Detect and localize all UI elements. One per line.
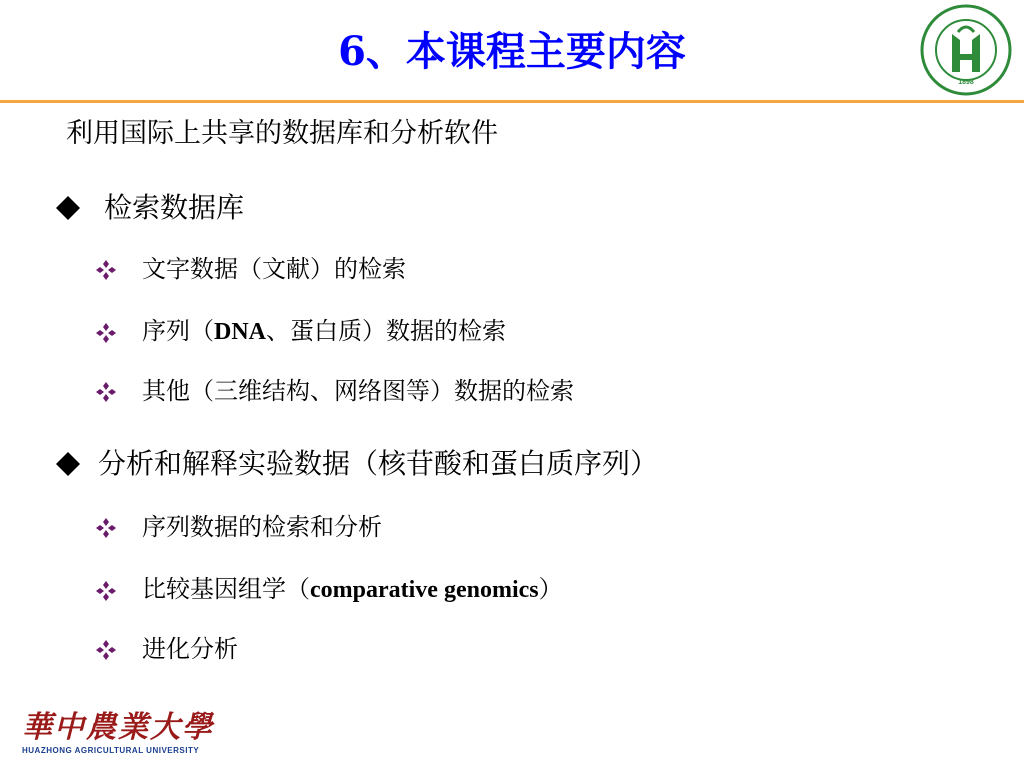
diamond-bullet-icon (56, 188, 90, 228)
list-item-text: 进化分析 (142, 635, 238, 663)
wordmark-english: HUAZHONG AGRICULTURAL UNIVERSITY (22, 746, 200, 755)
four-diamond-bullet-icon (96, 374, 120, 408)
seal-year: 1898 (958, 79, 974, 86)
four-diamond-bullet-icon (96, 252, 120, 286)
list-item (96, 374, 574, 408)
four-diamond-bullet-icon (96, 315, 120, 349)
list-item (96, 632, 238, 666)
slide-title: 6、本课程主要内容 (338, 28, 686, 75)
list-item-text: 序列（DNA、蛋白质）数据的检索 (142, 317, 506, 345)
diamond-bullet-icon (56, 444, 90, 484)
list-item-text: 文字数据（文献）的检索 (142, 255, 406, 283)
list-item-text: 其他（三维结构、网络图等）数据的检索 (142, 377, 574, 405)
list-item-text: 比较基因组学（comparative genomics） (142, 575, 563, 603)
section-heading-1 (56, 188, 244, 228)
four-diamond-bullet-icon (96, 510, 120, 544)
list-item (96, 252, 406, 286)
four-diamond-bullet-icon (96, 573, 120, 607)
section-heading-text: 分析和解释实验数据（核苷酸和蛋白质序列） (98, 447, 659, 480)
list-item (96, 510, 382, 544)
title-divider (0, 100, 1024, 103)
university-wordmark-logo (22, 710, 214, 762)
section-heading-text: 检索数据库 (104, 191, 245, 224)
wordmark-chinese: 華中農業大學 (22, 710, 214, 745)
section-heading-2 (56, 444, 658, 484)
four-diamond-bullet-icon (96, 632, 120, 666)
intro-line: 利用国际上共享的数据库和分析软件 (66, 118, 498, 149)
university-seal-logo (916, 2, 1016, 98)
list-item (96, 572, 563, 607)
list-item (96, 314, 506, 349)
list-item-text: 序列数据的检索和分析 (142, 513, 382, 541)
